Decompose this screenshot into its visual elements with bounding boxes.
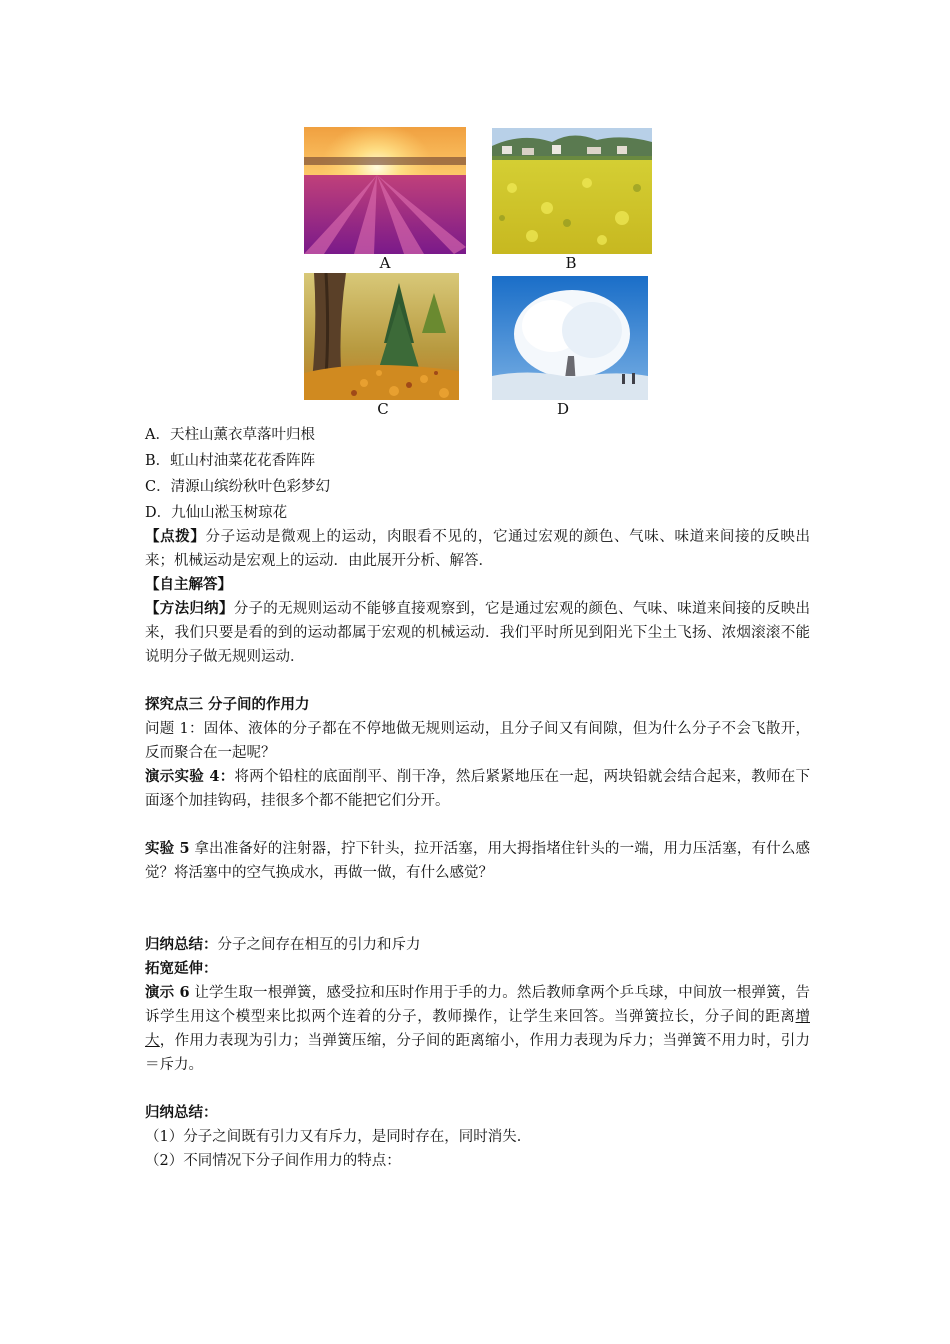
spacer [145,813,810,837]
summary-2-label: 归纳总结： [145,1104,218,1121]
spacer [145,1077,810,1101]
point-1: （1）分子之间既有引力又有斥力，是同时存在，同时消失． [145,1129,532,1145]
demo-6-text-2: ，作用力表现为引力；当弹簧压缩，分子间的距离缩小，作用力表现为斥力；当弹簧不用力时，引力＝斥力。 [145,1033,811,1073]
hint-paragraph [145,525,810,573]
point-2: （2）不同情况下分子间作用力的特点： [145,1153,401,1169]
summary-1-label: 归纳总结： [145,936,218,953]
demo-6-underlined-word: 增大 [145,1009,810,1049]
demo-4-text: 将两个铅柱的底面削平、削干净，然后紧紧地压在一起，两块铅就会结合起来，教师在下面逐个加挂钩码，挂很多个都不能把它们分开。 [145,769,810,809]
spacer [145,669,810,693]
caption-d: D [556,400,570,418]
self-answer-label: 【自主解答】 [145,576,232,593]
experiment-5-paragraph [145,837,810,885]
demo-4-label: 演示实验 4： [145,768,235,785]
option-a: A．天柱山薰衣草落叶归根 [145,427,315,443]
hint-text: 分子运动是微观上的运动，肉眼看不见的，它通过宏观的颜色、气味、味道来间接的反映出来；机械运动是宏观上的运动．由此展开分析、解答． [145,529,811,569]
method-paragraph [145,597,810,669]
summary-1-text: 分子之间存在相互的引力和斥力 [217,937,421,953]
hint-label: 【点拨】 [145,528,206,545]
method-label: 【方法归纳】 [145,600,234,617]
demo-6-label: 演示 6 [145,984,190,1001]
experiment-5-label: 实验 5 [145,840,190,857]
photo-lavender-sunset [304,127,466,254]
summary-1-paragraph [145,933,810,957]
caption-b: B [565,254,577,272]
option-b: B．虹山村油菜花花香阵阵 [145,453,316,469]
caption-a: A [379,254,391,272]
option-d: D．九仙山淞玉树琼花 [145,505,288,521]
method-text: 分子的无规则运动不能够直接观察到，它是通过宏观的颜色、气味、味道来间接的反映出来，我们只要是看的到的运动都属于宏观的机械运动．我们平时所见到阳光下尘土飞扬、浓烟滚滚不能说明分子做无规则运动． [145,601,811,665]
document-body [145,423,810,1173]
photo-grid [0,0,950,420]
experiment-5-text: 拿出准备好的注射器，拧下针头，拉开活塞，用大拇指堵住针头的一端，用力压活塞，有什么感觉？将活塞中的空气换成水，再做一做，有什么感觉？ [145,841,810,881]
option-c: C．清源山缤纷秋叶色彩梦幻 [145,479,331,495]
demo-6-paragraph [145,981,810,1077]
section-title: 探究点三 分子间的作用力 [145,696,310,713]
question-1: 问题 1：固体、液体的分子都在不停地做无规则运动，且分子间又有间隙，但为什么分子不会飞散开，反而聚合在一起呢？ [145,721,810,761]
caption-c: C [377,400,389,418]
photo-frosted-tree [492,276,648,400]
photo-rapeseed-field [492,128,652,254]
demo-4-paragraph [145,765,810,813]
demo-6-text-1: 让学生取一根弹簧，感受拉和压时作用于手的力。然后教师拿两个乒乓球，中间放一根弹簧，告诉学生用这个模型来比拟两个连着的分子，教师操作，让学生来回答。当弹簧拉长，分子间的距离 [145,985,810,1025]
extend-label: 拓宽延伸： [145,960,218,977]
spacer [145,885,810,933]
photo-autumn-forest [304,273,459,400]
